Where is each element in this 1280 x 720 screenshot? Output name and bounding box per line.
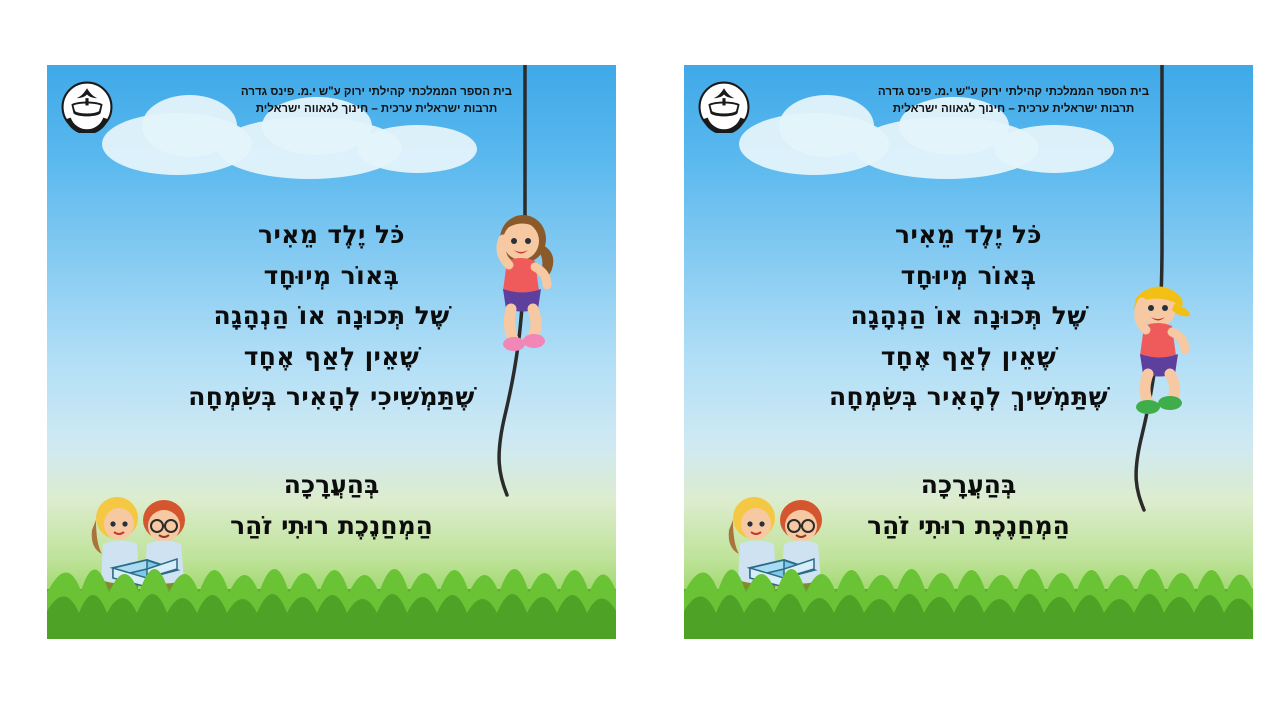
school-name-line-2: תרבות ישראלית ערכית – חינוך לגאווה ישראלית — [892, 102, 1135, 115]
card-header — [61, 81, 602, 133]
poster-card-left[interactable] — [47, 65, 616, 639]
poem-line: שֶׁל תְּכוּנָה אוֹ הַנְהָגָה — [850, 301, 1087, 330]
school-name-block — [758, 81, 1239, 117]
poem-line: כֹּל יֶלֶד מֵאִיר — [258, 220, 405, 249]
svg-text:פינס: פינס — [716, 118, 732, 127]
signature-line-2: הַמְחַנֶכֶת רוּתִי זֹהַר — [230, 510, 433, 540]
school-logo-icon — [61, 81, 113, 133]
poem-line: שֶׁאֵין לְאַף אֶחָד — [243, 341, 420, 371]
poster-card-right[interactable] — [684, 65, 1253, 639]
poem-line: שֶׁאֵין לְאַף אֶחָד — [880, 341, 1057, 371]
card-header — [698, 81, 1239, 133]
boy-climbing-rope-icon — [1114, 270, 1200, 430]
grass-illustration — [684, 519, 1253, 639]
poem-line: כֹּל יֶלֶד מֵאִיר — [895, 220, 1042, 249]
school-name-line-2: תרבות ישראלית ערכית – חינוך לגאווה ישראלית — [255, 102, 498, 115]
school-name-line-1: בית הספר הממלכתי קהילתי ירוק ע"ש י.מ. פינס גדרה — [240, 86, 513, 98]
school-name-line-1: בית הספר הממלכתי קהילתי ירוק ע"ש י.מ. פינס גדרה — [877, 86, 1150, 98]
signature-line-1: בְּהַעֲרָכָה — [920, 470, 1017, 499]
poem-line: שֶׁתַּמְשִׁיכִי לְהָאִיר בְּשִׂמְחָה — [188, 382, 475, 411]
svg-text:פינס: פינס — [79, 118, 95, 127]
girl-climbing-rope-icon — [477, 205, 563, 365]
signature-line-2: הַמְחַנֶכֶת רוּתִי זֹהַר — [867, 510, 1070, 540]
school-logo-icon — [698, 81, 750, 133]
poem-line: שֶׁתַּמְשִׁיךְ לְהָאִיר בְּשִׂמְחָה — [828, 382, 1109, 411]
poem-line: בְּאוֹר מְיוּחָד — [900, 260, 1037, 290]
poem-line: בְּאוֹר מְיוּחָד — [263, 260, 400, 290]
school-name-block — [121, 81, 602, 117]
grass-illustration — [47, 519, 616, 639]
signature-line-1: בְּהַעֲרָכָה — [283, 470, 380, 499]
poem-line: שֶׁל תְּכוּנָה אוֹ הַנְהָגָה — [213, 301, 450, 330]
